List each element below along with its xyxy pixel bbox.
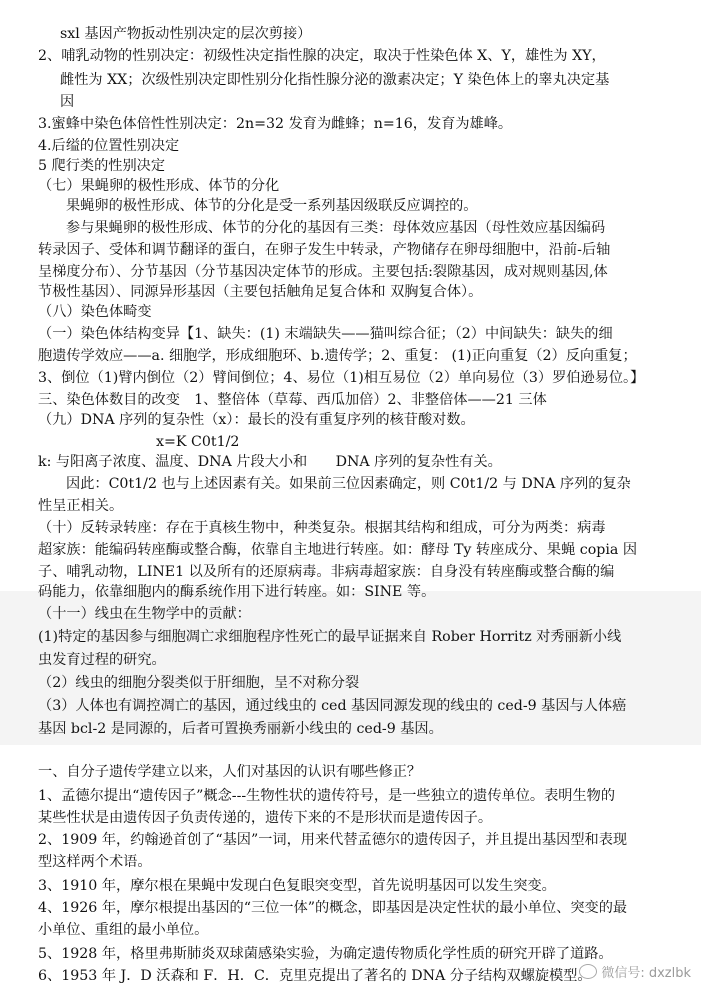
wechat-icon	[579, 964, 597, 979]
text-line: （2）线虫的细胞分裂类似于肝细胞，呈不对称分裂	[38, 675, 360, 691]
text-line: 2、1909 年，约翰逊首创了“基因”一词，用来代替孟德尔的遗传因子，并且提出基因型和表现	[38, 832, 628, 848]
text-line: sxl 基因产物扳动性别决定的层次剪接）	[60, 26, 312, 42]
text-line: 4、1926 年，摩尔根提出基因的“三位一体”的概念，即基因是决定性状的最小单位、突变的最	[38, 900, 628, 916]
text-line: 虫发育过程的研究。	[38, 652, 166, 668]
text-line: 超家族：能编码转座酶或整合酶，依靠自主地进行转座。如：酵母 Ty 转座成分、果蝇 copia 因	[38, 542, 638, 558]
text-line: 转录因子、受体和调节翻译的蛋白，在卵子发生中转录，产物储存在卵母细胞中，沿前-后轴	[38, 242, 611, 258]
text-line: 3.蜜蜂中染色体倍性性别决定：2n=32 发育为雌蜂；n=16，发育为雄峰。	[38, 116, 513, 132]
watermark	[579, 962, 691, 981]
text-line: 节极性基因）、同源异形基因（主要包括触角足复合体和 双胸复合体）。	[38, 284, 483, 300]
text-line: 6、1953 年 J．D 沃森和 F．H．C．克里克提出了著名的 DNA 分子结构双螺旋模型。	[38, 968, 592, 984]
text-line: 1、孟德尔提出“遗传因子”概念---生物性状的遗传符号，是一些独立的遗传单位。表明生物的	[38, 788, 616, 804]
text-line: 2、哺乳动物的性别决定：初级性决定指性腺的决定，取决于性染色体 X、Y，雄性为 XY，	[38, 48, 606, 64]
text-line: 基因 bcl-2 是同源的，后者可置换秀丽新小线虫的 ced-9 基因。	[38, 721, 443, 737]
text-line: 参与果蝇卵的极性形成、体节的分化的基因有三类：母体效应基因（母性效应基因编码	[66, 220, 606, 236]
text-line: 子、哺乳动物，LINE1 以及所有的还原病毒。非病毒超家族：自身没有转座酶或整合酶的编	[38, 564, 615, 580]
text-line: 小单位、重组的最小单位。	[38, 922, 209, 938]
section-heading: （八）染色体畸变	[38, 304, 152, 320]
text-line: 型这样两个术语。	[38, 854, 152, 870]
text-line: （一）染色体结构变异【1、缺失：(1) 末端缺失——猫叫综合征；（2）中间缺失：缺失的细	[38, 326, 613, 342]
section-heading: （七）果蝇卵的极性形成、体节的分化	[38, 178, 280, 194]
text-line: 5 爬行类的性别决定	[38, 158, 166, 174]
section-heading: （九）DNA 序列的复杂性（x）：最长的没有重复序列的核苷酸对数。	[38, 412, 475, 428]
text-line: 5、1928 年，格里弗斯肺炎双球菌感染实验，为确定遗传物质化学性质的研究开辟了道路。	[38, 946, 613, 962]
text-line: 三、染色体数目的改变 1、整倍体（草莓、西瓜加倍）2、非整倍体——21 三体	[38, 392, 547, 408]
text-line: 性呈正相关。	[38, 498, 124, 514]
section-heading: （十）反转录转座：存在于真核生物中，种类复杂。根据其结构和组成，可分为两类：病毒	[38, 520, 606, 536]
text-line: 码能力，依靠细胞内的酶系统作用下进行转座。如：SINE 等。	[38, 584, 436, 600]
text-line: 呈梯度分布）、分节基因（分节基因决定体节的形成。主要包括:裂隙基因，成对规则基因,体	[38, 264, 608, 280]
text-line: （3）人体也有调控凋亡的基因，通过线虫的 ced 基因同源发现的线虫的 ced-9 基因与人体癌	[38, 698, 627, 714]
text-line: k: 与阳离子浓度、温度、DNA 片段大小和 DNA 序列的复杂性有关。	[38, 454, 502, 470]
text-line: 4.后缢的位置性别决定	[38, 138, 180, 154]
text-line: 雌性为 XX；次级性别决定即性别分化指性腺分泌的激素决定；Y 染色体上的睾丸决定基	[60, 72, 610, 88]
watermark-text: 微信号: dxzlbk	[601, 966, 691, 981]
text-line: 果蝇卵的极性形成、体节的分化是受一系列基因级联反应调控的。	[66, 198, 478, 214]
text-line: 因此：C0t1/2 也与上述因素有关。如果前三位因素确定，则 C0t1/2 与 DNA 序列的复杂	[66, 476, 631, 492]
text-line: (1)特定的基因参与细胞凋亡求细胞程序性死亡的最早证据来自 Rober Horritz 对秀丽新小线	[38, 629, 622, 645]
question-heading: 一、自分子遗传学建立以来，人们对基因的认识有哪些修正？	[38, 764, 422, 780]
text-line: 3、1910 年，摩尔根在果蝇中发现白色复眼突变型，首先说明基因可以发生突变。	[38, 878, 556, 894]
formula: x=K C0t1/2	[156, 434, 240, 450]
text-line: 胞遗传学效应——a. 细胞学，形成细胞环、b.遗传学；2、重复： (1)正向重复（2）反向重复；	[38, 348, 637, 364]
text-line: 因	[60, 94, 75, 110]
text-line: 3、倒位（1)臂内倒位（2）臂间倒位；4、易位（1)相互易位（2）单向易位（3）罗伯逊易位。】	[38, 370, 645, 386]
section-heading: （十一）线虫在生物学中的贡献：	[38, 606, 251, 622]
text-line: 某些性状是由遗传因子负责传递的，遗传下来的不是形状而是遗传因子。	[38, 810, 493, 826]
